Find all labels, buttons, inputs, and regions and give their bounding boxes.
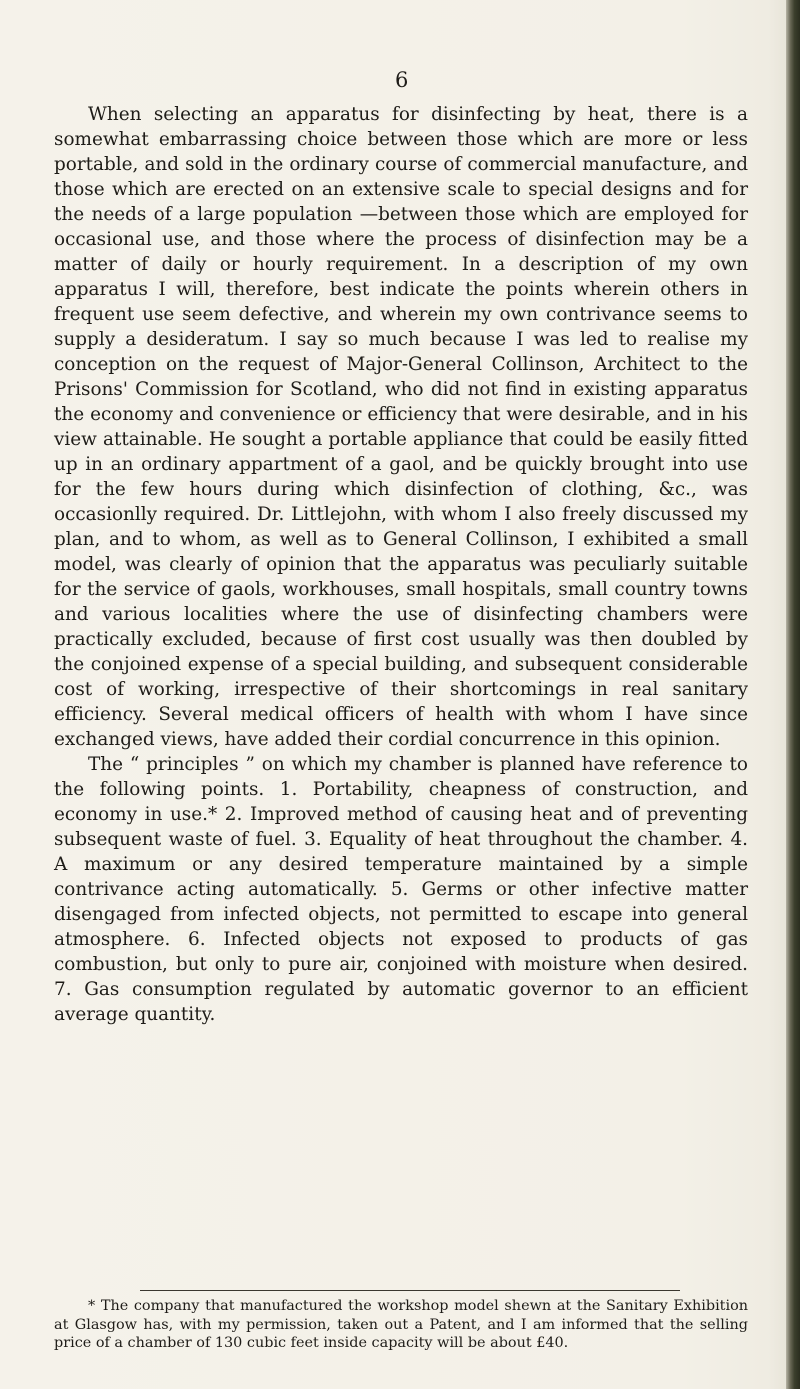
main-text [54, 102, 748, 1027]
paragraph-intro: When selecting an apparatus for disinfecting by heat, there is a somewhat embarrassing choice between those which are more or less portable, and sold in the ordinary course of commercial manufacture, and those which are erected on an extensive scale to special designs and for the needs of a large population —between those which are employed for occasional use, and those where the process of disinfection may be a matter of daily or hourly requirement. In a description of my own apparatus I will, therefore, best indicate the points wherein others in frequent use seem defective, and wherein my own contrivance seems to supply a desideratum. I say so much because I was led to realise my conception on the request of Major-General Collinson, Architect to the Prisons' Commission for Scotland, who did not find in existing apparatus the economy and convenience or efficiency that were desirable, and in his view attainable. He sought a portable appliance that could be easily fitted up in an ordinary appartment of a gaol, and be quickly brought into use for the few hours during which disinfection of clothing, &c., was occasionlly required. Dr. Littlejohn, with whom I also freely discussed my plan, and to whom, as well as to General Collinson, I exhibited a small model, was clearly of opinion that the apparatus was peculiarly suitable for the service of gaols, workhouses, small hospitals, small country towns and various localities where the use of disinfecting chambers were practically excluded, because of first cost usually was then doubled by the conjoined expense of a special building, and subsequent considerable cost of working, irrespective of their shortcomings in real sanitary efficiency. Several medical officers of health with whom I have since exchanged views, have added their cordial concurrence in this opinion. [54, 104, 748, 750]
book-spine-edge [786, 0, 800, 1389]
paragraph-principles: The “ principles ” on which my chamber is planned have reference to the following points. 1. Portability, cheapness of construction, and economy in use.* 2. Improved method of causing heat and of preventing subsequent waste of fuel. 3. Equality of heat throughout the chamber. 4. A maximum or any desired temperature maintained by a simple contrivance acting automatically. 5. Germs or other infective matter disengaged from infected objects, not permitted to escape into general atmosphere. 6. Infected objects not exposed to products of gas combustion, but only to pure air, conjoined with moisture when desired. 7. Gas consumption regulated by automatic governor to an efficient average quantity. [54, 754, 748, 1025]
footnote-rule [140, 1290, 680, 1291]
footnote: * The company that manufactured the workshop model shewn at the Sanitary Exhibition at Glasgow has, with my permission, taken out a Patent, and I am informed that the selling price of a chamber of 130 cubic feet inside capacity will be about £40. [54, 1298, 748, 1351]
page-number: 6 [395, 68, 409, 92]
